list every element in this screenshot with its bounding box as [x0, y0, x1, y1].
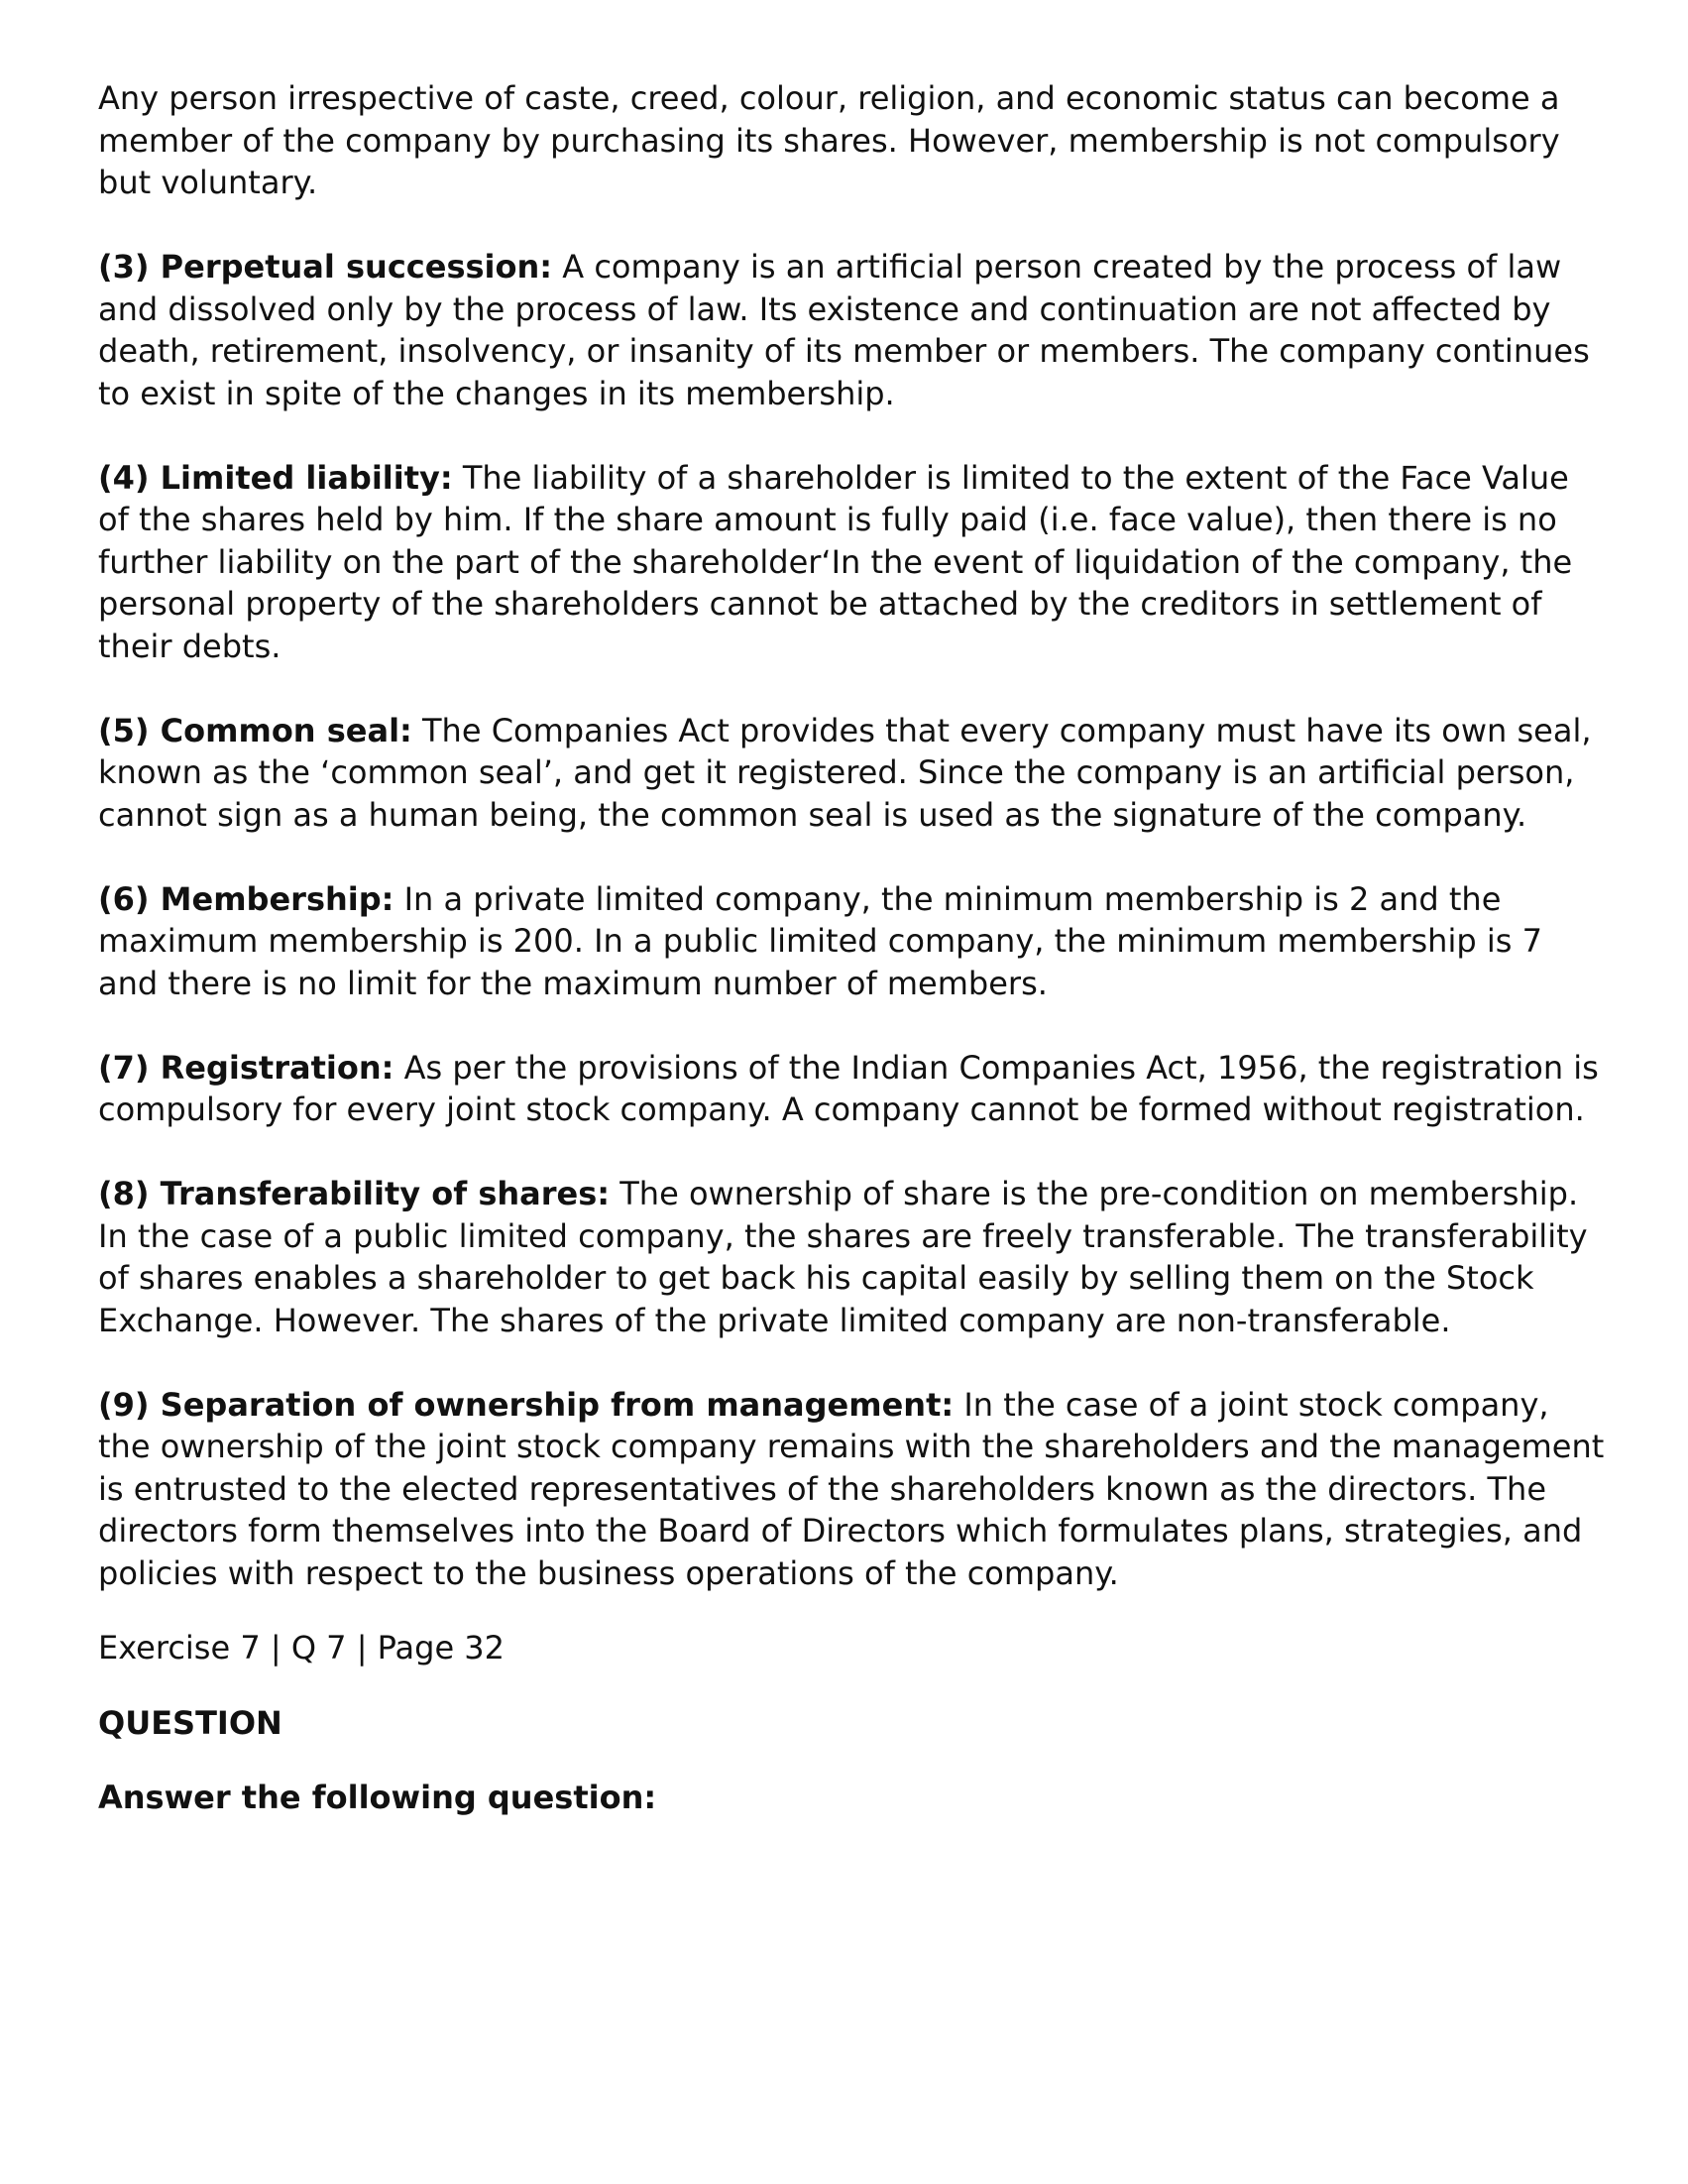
feature-label: (8) Transferability of shares:	[98, 1175, 611, 1212]
feature-text: A company is an artificial person created by the process of law and dissolved only by the process of law. Its existence and continuation are not affected by death, retirement, insolvency, or insanity of its member or members. The company continues to exist in spite of the changes in its membership.	[98, 248, 1590, 412]
intro-paragraph: Any person irrespective of caste, creed, colour, religion, and economic status can become a member of the company by purchasing its shares. However, membership is not compulsory but voluntary.	[98, 79, 1560, 201]
feature-label: (5) Common seal:	[98, 711, 412, 749]
feature-text: In a private limited company, the minimum membership is 2 and the maximum membership is 200. In a public limited company, the minimum membership is 7 and there is no limit for the maximum number of members.	[98, 879, 1542, 1002]
question-heading: QUESTION	[98, 1703, 282, 1742]
feature-separation-of-ownership	[98, 1384, 1605, 1595]
feature-common-seal	[98, 710, 1605, 837]
feature-text: As per the provisions of the Indian Companies Act, 1956, the registration is compulsory for every joint stock company. A company cannot be formed without registration.	[98, 1048, 1599, 1128]
feature-label: (9) Separation of ownership from management:	[98, 1385, 955, 1424]
feature-text: In the case of a joint stock company, the ownership of the joint stock company remains with the shareholders and the management is entrusted to the elected representatives of the shareholders known as the directors. The directors form themselves into the Board of Directors which formulates plans, strategies, and policies with respect to the business operations of the company.	[98, 1385, 1605, 1592]
feature-text: The liability of a shareholder is limited to the extent of the Face Value of the shares held by him. If the share amount is fully paid (i.e. face value), then there is no further liability on the part of the shareholder‘In the event of liquidation of the company, the personal property of the shareholders cannot be attached by the creditors in settlement of their debts.	[98, 458, 1573, 665]
feature-membership	[98, 878, 1605, 1005]
feature-label: (4) Limited liability:	[98, 458, 453, 497]
feature-perpetual-succession	[98, 246, 1605, 414]
feature-registration	[98, 1047, 1605, 1131]
feature-text: The ownership of share is the pre-condition on membership. In the case of a public limited company, the shares are freely transferable. The transferability of shares enables a shareholder to get back his capital easily by selling them on the Stock Exchange. However. The shares of the private limited company are non-transferable.	[98, 1175, 1588, 1339]
document-page	[98, 77, 1605, 1852]
feature-limited-liability	[98, 457, 1605, 668]
feature-label: (3) Perpetual succession:	[98, 248, 553, 286]
feature-label: (7) Registration:	[98, 1048, 394, 1087]
feature-text: The Companies Act provides that every company must have its own seal, known as the ‘common seal’, and get it registered. Since the company is an artificial person, cannot sign as a human being, the common seal is used as the signature of the company.	[98, 711, 1592, 834]
feature-label: (6) Membership:	[98, 879, 394, 918]
feature-transferability-of-shares	[98, 1173, 1605, 1341]
exercise-reference: Exercise 7 | Q 7 | Page 32	[98, 1629, 506, 1667]
question-instruction: Answer the following question:	[98, 1779, 657, 1816]
